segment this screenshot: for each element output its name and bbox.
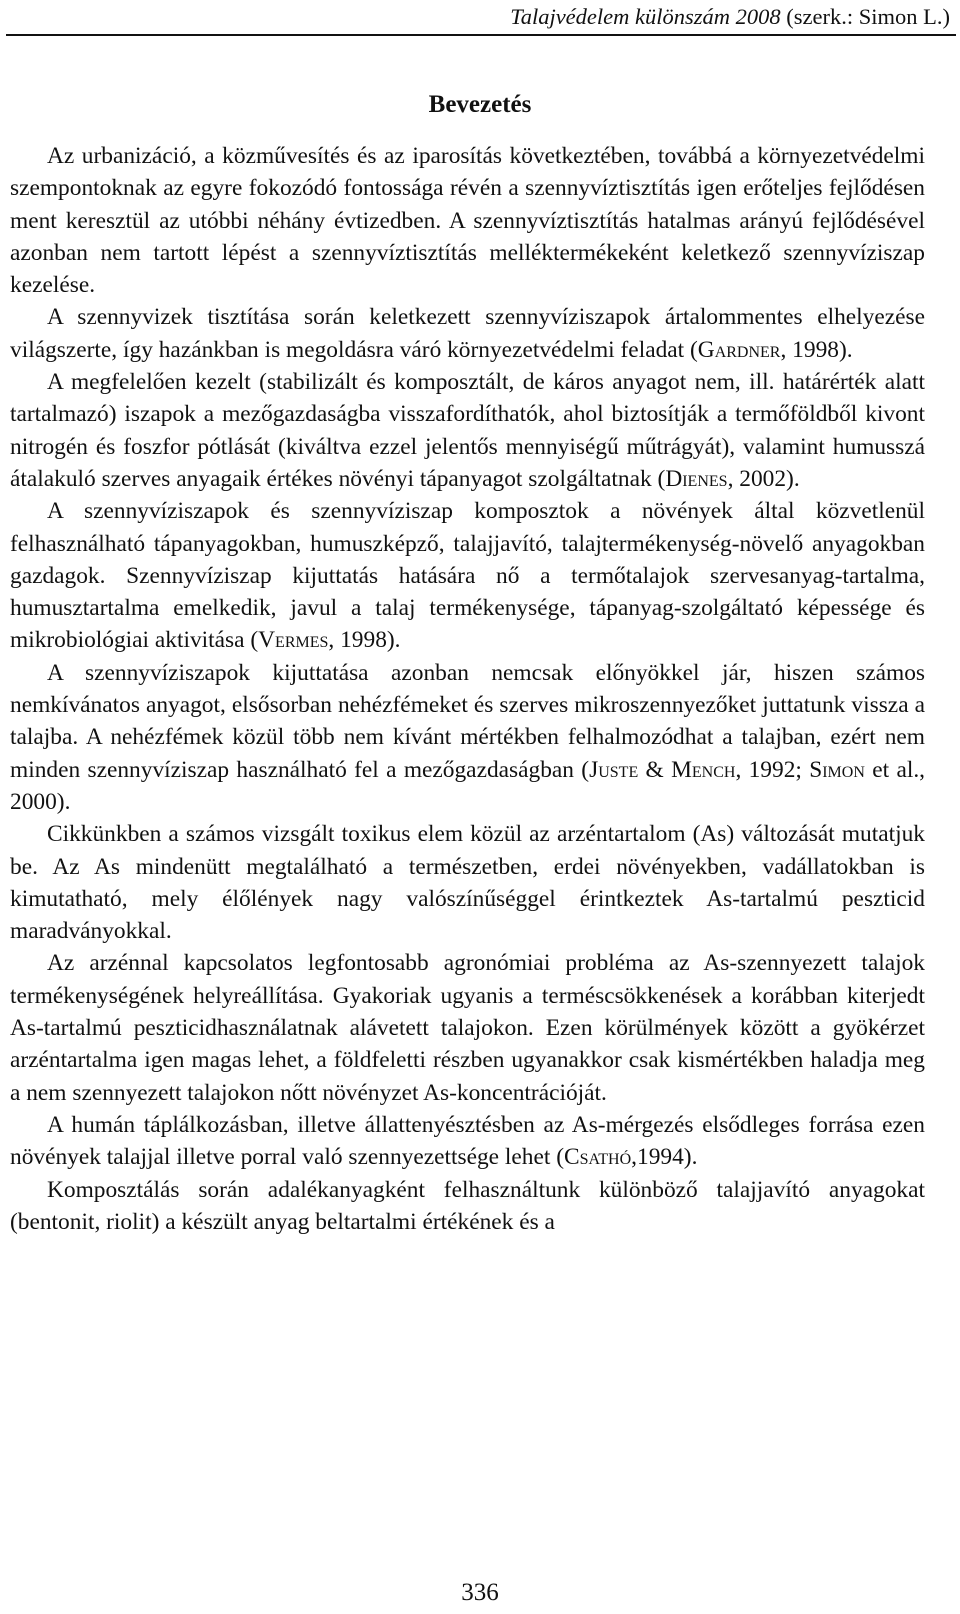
paragraph-6: Cikkünkben a számos vizsgált toxikus elem közül az arzéntartalom (As) változását mutatjuk be. Az As mindenütt megtalálható a természetben, erdei növényekben, vadállatokban is kimutatható, mely élőlények nagy valószínűséggel érintkeztek As-tartalmú peszticid maradványokkal.	[10, 821, 925, 945]
journal-name: Talajvédelem különszám 2008	[510, 4, 781, 29]
author-name: Gardner	[697, 336, 781, 363]
author-name: Simon	[809, 756, 865, 783]
author-name: Juste	[589, 756, 639, 783]
author-name: Vermes	[258, 627, 329, 654]
running-header	[0, 4, 960, 30]
header-rule	[6, 34, 956, 36]
author-name: Csathó	[564, 1144, 632, 1171]
paragraph-8: A humán táplálkozásban, illetve állattenyésztésben az As-mérgezés elsődleges forrása ezen növények talajjal illetve porral való szennyezettsége lehet (Csathó,1994).	[10, 1111, 925, 1171]
paragraph-2: A szennyvizek tisztítása során keletkezett szennyvíziszapok ártalommentes elhelyezése világszerte, így hazánkban is megoldásra váró környezetvédelmi feladat (Gardner, 1998).	[10, 304, 925, 363]
author-name: Dienes	[665, 465, 728, 492]
section-title: Bevezetés	[428, 91, 532, 118]
body-text	[10, 140, 925, 1238]
paragraph-9: Komposztálás során adalékanyagként felhasználtunk különböző talajjavító anyagokat (bentonit, riolit) a készült anyag beltartalmi értékének és a	[10, 1176, 925, 1235]
paragraph-5: A szennyvíziszapok kijuttatása azonban nemcsak előnyökkel jár, hiszen számos nemkívánatos anyagot, elsősorban nehézfémeket és szerves mikroszennyezőket juttatunk vissza a talajba. A nehézfémek közül több nem kívánt mértékben felhalmozódhat a talajban, ezért nem minden szennyvíziszap használható fel a mezőgazdaságban (Juste & Mench, 1992; Simon et al., 2000).	[10, 659, 926, 815]
author-name: Mench	[671, 756, 736, 783]
paragraph-4: A szennyvíziszapok és szennyvíziszap komposztok a növények által közvetlenül felhasználható tápanyagokban, humuszképző, talajjavító, talajtermékenység-növelő anyagokban gazdagok. Szennyvíziszap kijuttatás hatására nő a termőtalajok szervesanyag-tartalma, humusztartalma emelkedik, javul a talaj termékenysége, tápanyag-szolgáltató képessége és mikrobiológiai aktivitása (Vermes, 1998).	[10, 498, 925, 654]
paragraph-1: Az urbanizáció, a közművesítés és az iparosítás következtében, továbbá a környezetvédelmi szempontoknak az egyre fokozódó fontossága révén a szennyvíztisztítás igen erőteljes fejlődésen ment keresztül az utóbbi néhány évtizedben. A szennyvíztisztítás hatalmas arányú fejlődésével azonban nem tartott lépést a szennyvíztisztítás melléktermékeként keletkező szennyvíziszap kezelése.	[10, 143, 925, 299]
editor-note: (szerk.: Simon L.)	[786, 4, 950, 29]
paragraph-7: Az arzénnal kapcsolatos legfontosabb agronómiai probléma az As-szennyezett talajok termékenységének helyreállítása. Gyakoriak ugyanis a terméscsökkenések a korábban kiterjedt As-tartalmú peszticidhasználatnak alávetett talajokon. Ezen körülmények között a gyökérzet arzéntartalma igen magas lehet, a földfeletti részben ugyanakkor csak kismértékben haladja meg a nem szennyezett talajokon nőtt növényzet As-koncentrációját.	[10, 950, 925, 1106]
page-number: 336	[461, 1579, 499, 1606]
paragraph-3: A megfelelően kezelt (stabilizált és komposztált, de káros anyagot nem, ill. határérték alatt tartalmazó) iszapok a mezőgazdaságba visszafordíthatók, ahol biztosítják a termőföldből kivont nitrogén és foszfor pótlását (kiváltva ezzel jelentős mennyiségű műtrágyát), valamint humusszá átalakuló szerves anyagaik értékes növényi tápanyagot szolgáltatnak (Dienes, 2002).	[10, 369, 925, 492]
